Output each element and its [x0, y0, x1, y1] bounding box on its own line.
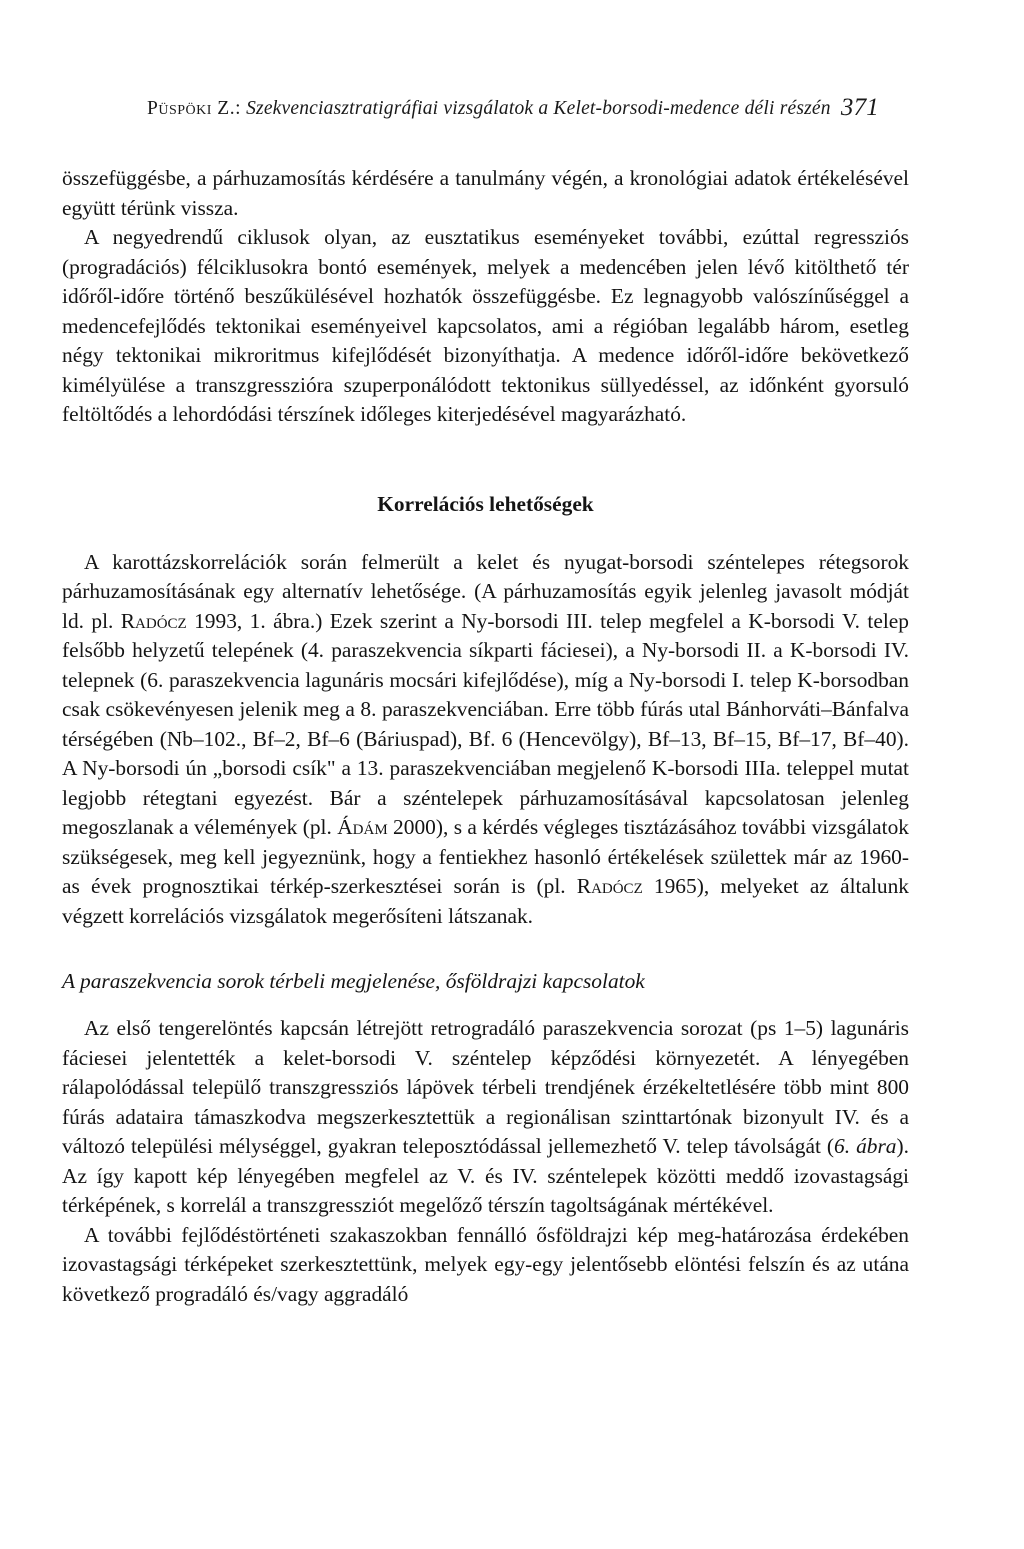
citation-author-adam-2000: Ádám — [337, 815, 388, 839]
paragraph-continuation: összefüggésbe, a párhuzamosítás kérdésére a tanulmány végén, a kronológiai adatok értékelésével együtt térünk vissza. — [62, 166, 909, 220]
correlation-text-c: 2000), s a kérdés végleges tisztázásához további vizsgálatok szükségesek, meg kell jegyeznünk, hogy a fentiekhez hasonló értékelések születtek már az 1960-as évek prognosztikai térkép-szerkesztései során is (pl. — [62, 815, 909, 898]
body-text — [62, 164, 909, 1309]
section-heading-correlation: Korrelációs lehetőségek — [377, 491, 594, 516]
correlation-text-a: A karottázskorrelációk során felmerült a kelet és nyugat-borsodi széntelepes rétegsorok párhuzamosításának egy alternatív lehetősége. (A párhuzamosítás egyik jelenleg javasolt módját ld. pl. — [62, 549, 909, 633]
subsection-heading-paleogeography: A paraszekvencia sorok térbeli megjelenése, ősföldrajzi kapcsolatok — [62, 969, 645, 993]
running-head — [147, 94, 909, 128]
correlation-text-d: 1965), melyeket az általunk végzett korrelációs vizsgálatok megerősíteni látszanak. — [62, 874, 909, 928]
page-number: 371 — [840, 94, 879, 121]
transgression-text-b: ). Az így kapott kép lényegében megfelel az V. és IV. széntelepek közötti meddő izovastagsági térképének, s korrelál a transzgressziót megelőző térszín tagoltságának mértékével. — [62, 1134, 909, 1217]
running-head-title: Szekvenciasztratigráfiai vizsgálatok a Kelet-borsodi-medence déli részén — [246, 98, 831, 119]
paragraph-correlation — [62, 548, 909, 932]
citation-author-radocz-1993: Radócz — [120, 608, 187, 633]
correlation-text-b: 1993, 1. ábra.) Ezek szerint a Ny-borsodi III. telep megfelel a K-borsodi V. telep felsőbb helyzetű telepének (4. paraszekvencia síkparti fáciesei), a Ny-borsodi II. a K-borsodi IV. telepnek (6. paraszekvencia lagunáris mocsári kifejlődése), míg a Ny-borsodi I. telep K-borsodban csak csökevényesen jelenik meg a 8. paraszekvenciában. Erre több fúrás utal Bánhorváti–Bánfalva térségében (Nb–102., Bf–2, Bf–6 (Báriuspad), Bf. 6 (Hencevölgy), Bf–13, Bf–15, Bf–17, Bf–40). A Ny-borsodi ún „borsodi csík" a 13. paraszekvenciában megjelenő K-borsodi IIIa. teleppel mutat legjobb rétegtani egyezést. Bár a széntelepek párhuzamosításával kapcsolatosan jelenleg megoszlanak a vélemények (pl. — [62, 608, 910, 839]
paragraph-isopach-maps: A további fejlődéstörténeti szakaszokban fennálló ősföldrajzi kép meg-határozása érdekében izovastagsági térképeket szerkesztettünk, melyek egy-egy jelentősebb elöntési felszín és az utána következő progradáló és/vagy aggradáló — [62, 1222, 909, 1306]
paragraph-first-transgression — [62, 1014, 909, 1221]
citation-author-radocz-1965: Radócz — [576, 874, 643, 898]
transgression-text-a: Az első tengerelöntés kapcsán létrejött retrogradáló paraszekvencia sorozat (ps 1–5) lagunáris fáciesei jelentették a kelet-borsodi V. széntelep képződési környezetét. A lényegében rálapolódással települő transzgressziós lápövek térbeli trendjének érzékeltetlésére több mint 800 fúrás adataira támaszkodva megszerkesztettük a regionálisan szinttartónak bizonyult IV. és a változó települési mélységgel, gyakran teleposztódással jellemezhető V. telep távolságát ( — [62, 1016, 909, 1158]
figure-reference: 6. ábra — [834, 1134, 897, 1158]
paragraph-fourth-order-cycles: A negyedrendű ciklusok olyan, az eusztatikus eseményeket további, ezúttal regressziós (progradációs) félciklusokra bontó események, melyek a medencében jelen lévő kitölthető tér időről-időre történő beszűkülésével hozhatók összefüggésbe. Ez legnagyobb valószínűséggel a medencefejlődés tektonikai eseményeivel kapcsolatos, ami a régióban legalább három, esetleg négy tektonikai mikroritmus kifejlődését bizonyíthatja. A medence időről-időre bekövetkező kimélyülése a transzgresszióra szuperponálódott tektonikus süllyedéssel, az időnként gyorsuló feltöltődés a lehordódási térszínek időleges kiterjedésével magyarázható. — [62, 225, 909, 426]
running-head-author: Püspöki Z.: — [147, 98, 241, 119]
